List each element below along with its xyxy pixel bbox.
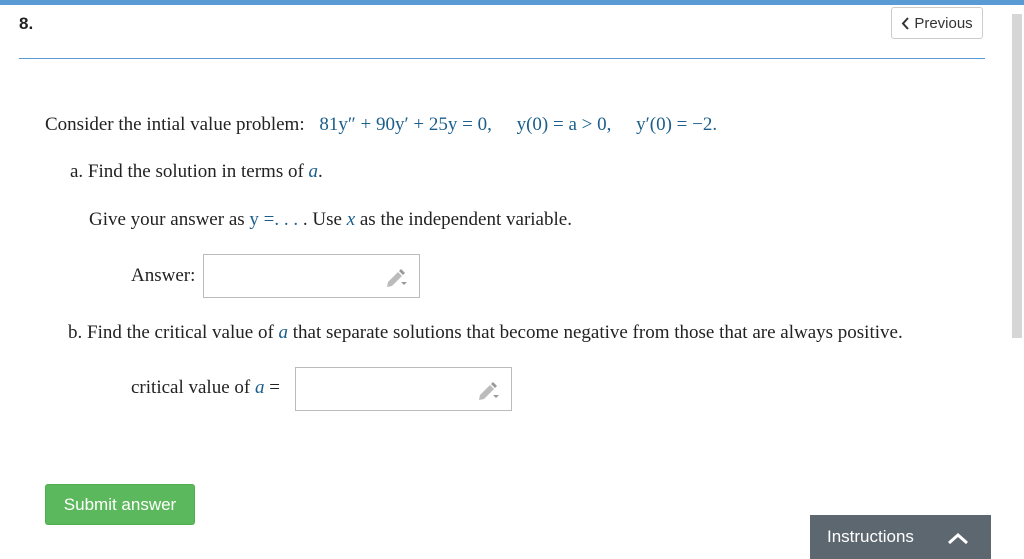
- chevron-left-icon: [901, 17, 910, 30]
- part-b-prompt: [68, 322, 903, 344]
- instructions-label: Instructions: [827, 527, 914, 546]
- answer-label: Answer:: [131, 265, 196, 286]
- pencil-icon[interactable]: [477, 380, 501, 400]
- hint-middle: . Use: [302, 209, 342, 230]
- pencil-icon[interactable]: [385, 267, 409, 287]
- part-a-prompt-text: a. Find the solution in terms of: [70, 161, 304, 182]
- critical-label-text: critical value of: [131, 377, 251, 398]
- question-number: 8.: [19, 14, 34, 33]
- critical-label-var: a: [254, 377, 265, 398]
- part-a-hint: [89, 209, 572, 231]
- initial-condition-1: y(0) = a > 0,: [516, 114, 612, 135]
- part-a-period: .: [318, 161, 323, 182]
- problem-equation: 81y″ + 90y′ + 25y = 0,: [319, 114, 492, 135]
- answer-input[interactable]: [203, 254, 420, 298]
- critical-label-eq: =: [269, 377, 280, 398]
- part-b-var: a: [278, 322, 289, 343]
- scrollbar[interactable]: [1012, 14, 1022, 338]
- part-b-prompt-text: b. Find the critical value of: [68, 322, 274, 343]
- previous-label: Previous: [914, 14, 973, 32]
- submit-answer-button[interactable]: Submit answer: [45, 484, 195, 525]
- hint-prefix: Give your answer as: [89, 209, 245, 230]
- hint-suffix: as the independent variable.: [359, 209, 572, 230]
- hint-math: y =. . .: [249, 209, 299, 230]
- critical-value-label: [131, 377, 280, 399]
- top-accent-bar: [0, 0, 1024, 5]
- part-a-var: a: [308, 161, 319, 182]
- part-b-prompt-suffix: that separate solutions that become negative from those that are always positive.: [292, 322, 903, 343]
- part-a-prompt: [70, 161, 323, 183]
- initial-condition-2: y′(0) = −2.: [636, 114, 718, 135]
- previous-button[interactable]: [891, 7, 983, 39]
- problem-statement: [45, 114, 717, 136]
- problem-intro: Consider the intial value problem:: [45, 114, 305, 135]
- chevron-up-icon: [947, 532, 969, 545]
- header-divider: [19, 58, 985, 59]
- hint-var: x: [346, 209, 356, 230]
- instructions-panel-toggle[interactable]: [810, 515, 991, 559]
- critical-value-input[interactable]: [295, 367, 512, 411]
